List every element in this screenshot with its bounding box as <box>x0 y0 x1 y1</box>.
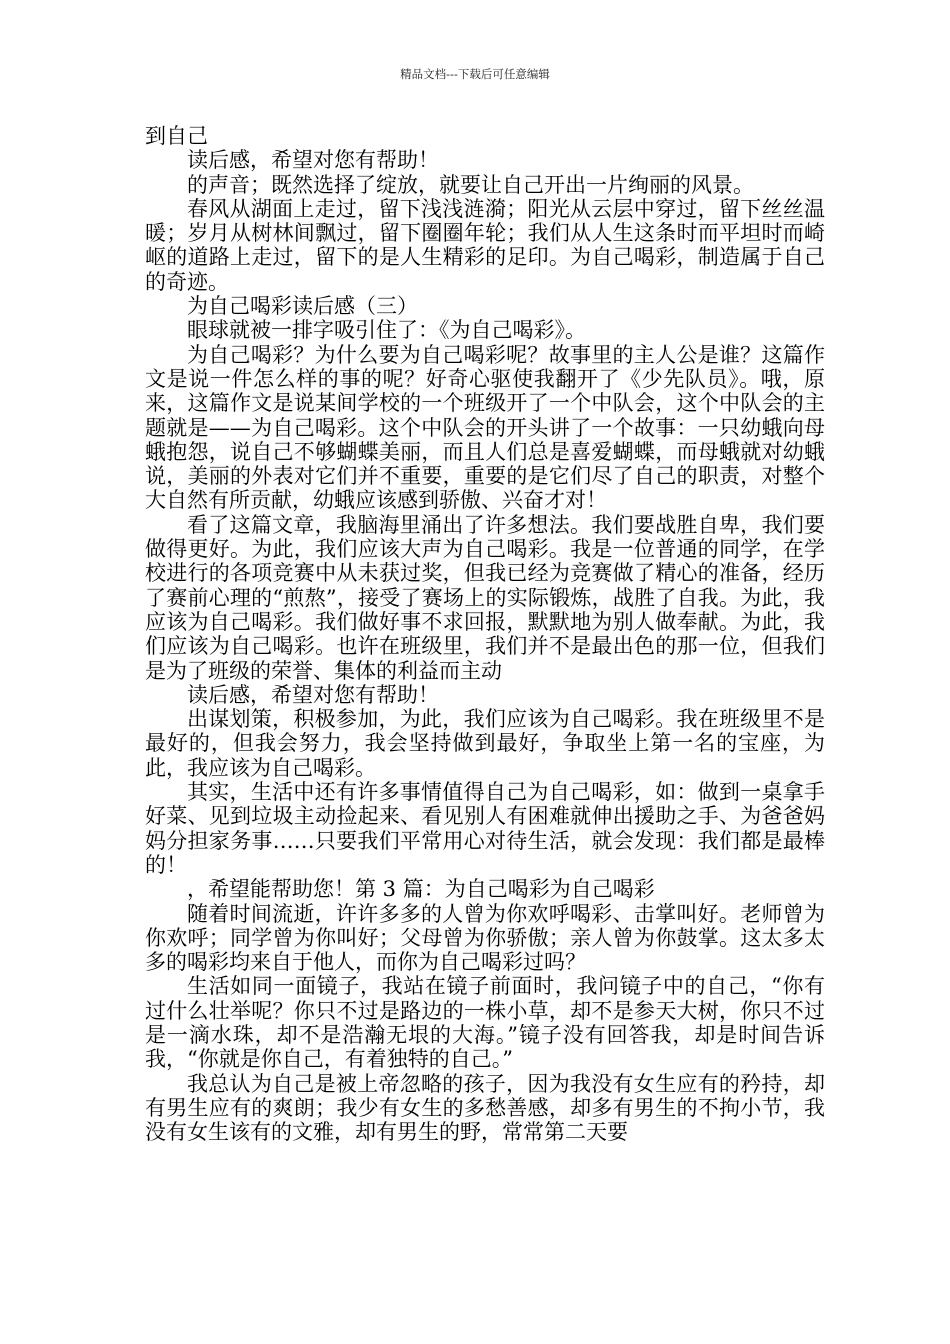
paragraph-2: 读后感，希望对您有帮助！ <box>187 148 439 173</box>
paragraph-4: 春风从湖面上走过，留下浅浅涟漪；阳光从云层中穿过，留下丝丝温暖；岁月从树林间飘过，留下圈圈年轮；我们从人生这条时而平坦时而崎岖的道路上走过，留下的是人生精彩的足印。为自己喝彩，制造属于自己的奇迹。 <box>145 196 825 294</box>
section-heading: 为自己喝彩读后感（三） <box>187 294 418 319</box>
paragraph-14: 生活如同一面镜子，我站在镜子前面时，我问镜子中的自己，“你有过什么壮举呢？你只不过是路边的一株小草，却不是参天大树，你只不过是一滴水珠，却不是浩瀚无垠的大海。”镜子没有回答我，却是时间告诉我，“你就是你自己，有着独特的自己。” <box>145 974 825 1072</box>
paragraph-3: 的声音；既然选择了绽放，就要让自己开出一片绚丽的风景。 <box>187 172 754 197</box>
paragraph-1: 到自己 <box>145 124 208 148</box>
page-header: 精品文档---下载后可任意编辑 <box>400 67 550 81</box>
paragraph-15: 我总认为自己是被上帝忽略的孩子，因为我没有女生应有的矜持，却有男生应有的爽朗；我少有女生的多愁善感，却多有男生的不拘小节，我没有女生该有的文雅，却有男生的野，常常第二天要 <box>145 1071 825 1145</box>
paragraph-9: 读后感，希望对您有帮助！ <box>187 682 439 707</box>
paragraph-13: 随着时间流逝，许许多多的人曾为你欢呼喝彩、击掌叫好。老师曾为你欢呼；同学曾为你叫好；父母曾为你骄傲；亲人曾为你鼓掌。这太多太多的喝彩均来自于他人，而你为自己喝彩过吗？ <box>145 901 825 975</box>
paragraph-10: 出谋划策，积极参加，为此，我们应该为自己喝彩。我在班级里不是最好的，但我会努力，我会坚持做到最好，争取坐上第一名的宝座，为此，我应该为自己喝彩。 <box>145 707 825 780</box>
document-body <box>145 124 825 1144</box>
paragraph-6: 眼球就被一排字吸引住了：《为自己喝彩》。 <box>187 318 586 343</box>
paragraph-12: ，希望能帮助您！第 3 篇：为自己喝彩为自己喝彩 <box>187 877 655 902</box>
paragraph-7: 为自己喝彩？为什么要为自己喝彩呢？故事里的主人公是谁？这篇作文是说一件怎么样的事的呢？好奇心驱使我翻开了《少先队员》。哦，原来，这篇作文是说某间学校的一个班级开了一个中队会，这个中队会的主题就是——为自己喝彩。这个中队会的开头讲了一个故事：一只幼蛾向母蛾抱怨，说自己不够蝴蝶美丽，而且人们总是喜爱蝴蝶，而母蛾就对幼蛾说，美丽的外表对它们并不重要，重要的是它们尽了自己的职责，对整个大自然有所贡献，幼蛾应该感到骄傲、兴奋才对！ <box>145 342 825 513</box>
paragraph-11: 其实，生活中还有许多事情值得自己为自己喝彩，如：做到一桌拿手好菜、见到垃圾主动捡起来、看见别人有困难就伸出援助之手、为爸爸妈妈分担家务事……只要我们平常用心对待生活，就会发现：我们都是最棒的！ <box>145 780 825 877</box>
paragraph-8: 看了这篇文章，我脑海里涌出了许多想法。我们要战胜自卑，我们要做得更好。为此，我们应该大声为自己喝彩。我是一位普通的同学，在学校进行的各项竞赛中从未获过奖，但我已经为竞赛做了精心的准备，经历了赛前心理的“煎熬”，接受了赛场上的实际锻炼，战胜了自我。为此，我应该为自己喝彩。我们做好事不求回报，默默地为别人做奉献。为此，我们应该为自己喝彩。也许在班级里，我们并不是最出色的那一位，但我们是为了班级的荣誉、集体的利益而主动 <box>145 512 825 683</box>
